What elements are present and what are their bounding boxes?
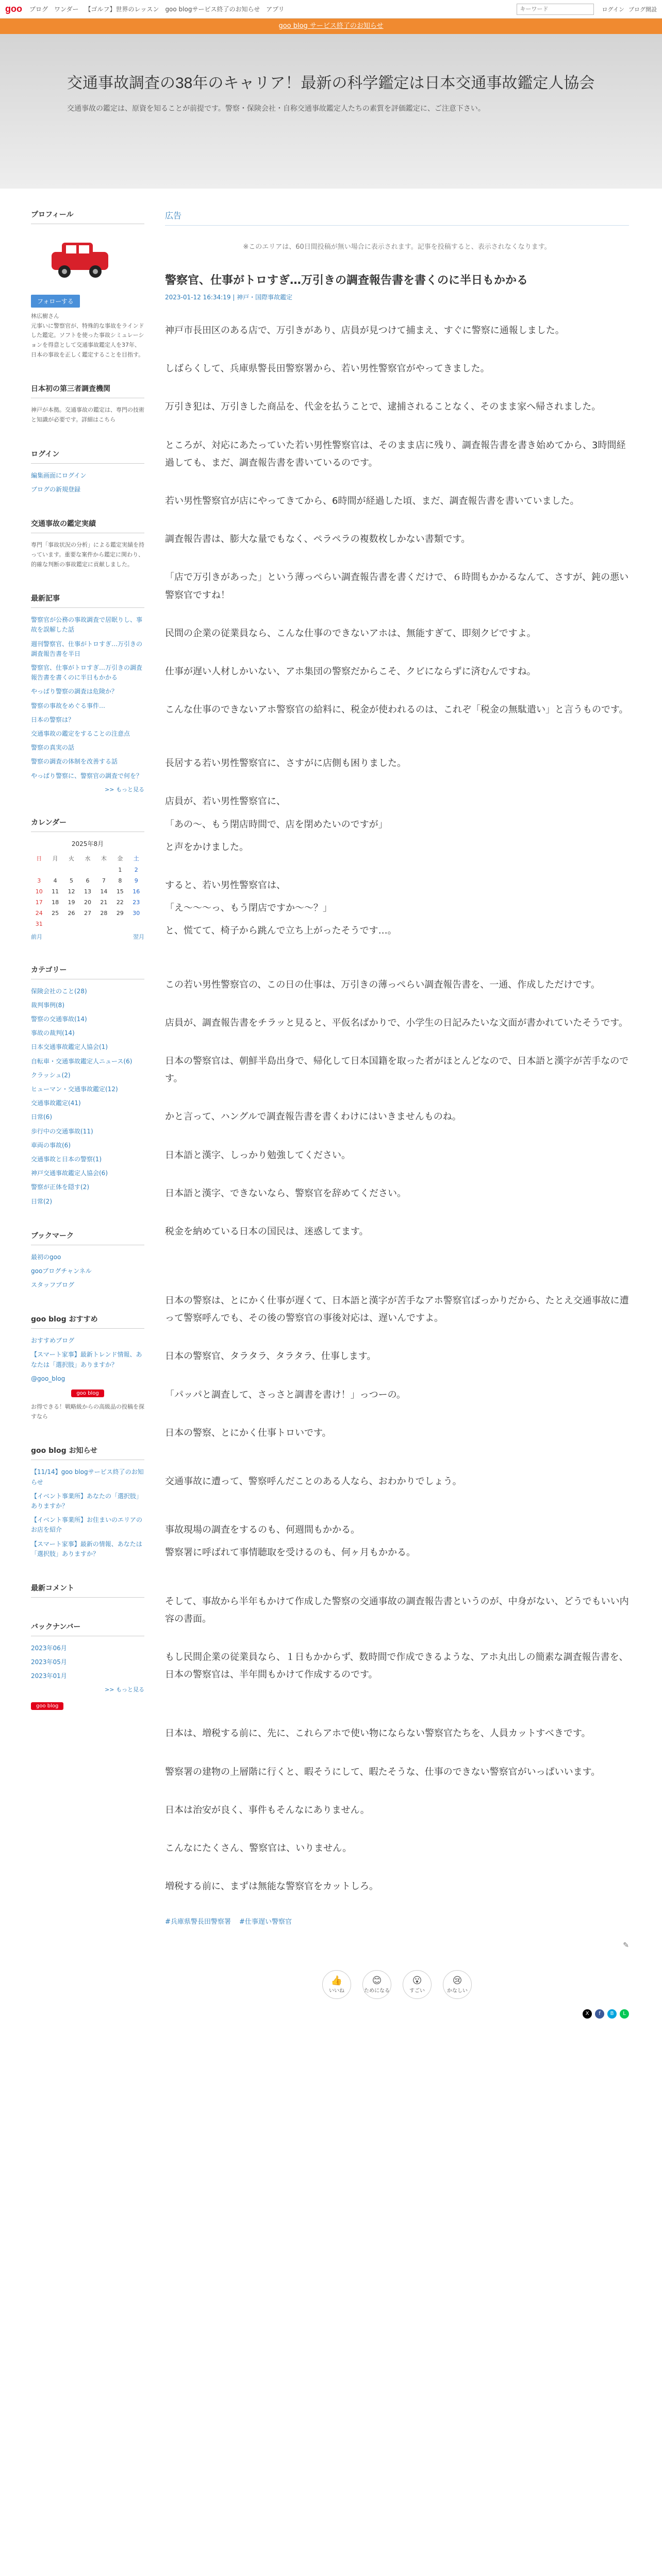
entry-paragraph: 日本語と漢字、できないなら、警察官を辞めてください。 xyxy=(165,1188,406,1199)
entry-paragraph: 仕事が遅い人材しかいない、アホ集団の警察だからこそ、クビにならずに済むんですね。 xyxy=(165,666,536,677)
entry-paragraph: ところが、対応にあたっていた若い男性警察官は、そのまま店に残り、調査報告書を書き始めてから、3時間経過しても、まだ、調査報告書を書いているのです。 xyxy=(165,439,626,468)
list-item xyxy=(31,743,144,753)
nav-link-wonder[interactable]: ワンダー xyxy=(54,6,79,13)
comments-section xyxy=(31,1583,144,1598)
reaction-label: ためになる xyxy=(364,1988,390,1994)
entry-paragraph: 警察署に呼ばれて事情聴取を受けるのも、何ヶ月もかかる。 xyxy=(165,1547,416,1558)
sidebar xyxy=(31,209,144,2019)
list-item xyxy=(31,715,144,725)
entry-paragraph: 日本の警察は、とにかく仕事が遅くて、日本語と漢字が苦手なアホ警察官ばっかりだから、たとえ交通事故に遭って警察呼んでも、その後の警察官の事後対応は、遅いんですよ。 xyxy=(165,1295,629,1324)
entry-paragraph: 「あの〜、もう閉店時間で、店を閉めたいのですが」 xyxy=(165,819,388,830)
bookmark-link[interactable]: 最初のgoo xyxy=(31,1253,61,1261)
list-item xyxy=(31,1252,144,1262)
recent-post-link[interactable]: 週刊警察官、仕事がトロすぎ…万引きの調査報告書を半日 xyxy=(31,640,143,657)
calendar-day: 24 xyxy=(35,909,43,917)
list-item xyxy=(31,1014,144,1024)
new-blog-link[interactable]: ブログの新規登録 xyxy=(31,486,81,493)
category-link[interactable]: クラッシュ(2) xyxy=(31,1071,71,1079)
entry-paragraph: 警察署の建物の上層階に行くと、暇そうにして、暇たそうな、仕事のできない警察官がいっぱいいます。 xyxy=(165,1766,601,1777)
calendar-day xyxy=(96,919,112,929)
calendar-weekday: 水 xyxy=(85,855,91,862)
twitter-link[interactable]: @goo_blog xyxy=(31,1375,65,1382)
calendar-day: 17 xyxy=(35,899,43,906)
cases-section xyxy=(31,518,144,569)
reaction-button[interactable] xyxy=(362,1970,391,1999)
entry-meta[interactable]: 2023-01-12 16:34:19 | 神戸・国際事故鑑定 xyxy=(165,294,293,301)
calendar-weekday: 日 xyxy=(36,855,42,862)
reaction-emoji-icon: 😮 xyxy=(412,1975,422,1987)
tag-link[interactable]: #仕事遅い警察官 xyxy=(239,1918,292,1926)
recommend-link[interactable]: 【スマート家事】最新トレンド情報、あなたは「選択肢」ありますか？ xyxy=(31,1351,142,1368)
category-link[interactable]: ヒューマン・交通事故鑑定(12) xyxy=(31,1086,118,1093)
backnumber-more-link[interactable]: >> もっと見る xyxy=(105,1686,144,1693)
list-item xyxy=(31,1071,144,1080)
entry-paragraph: 店員が、調査報告書をチラッと見ると、平仮名ばかりで、小学生の日記みたいな文面が書かれていたそうです。 xyxy=(165,1017,628,1028)
calendar-day: 8 xyxy=(118,877,122,884)
calendar-weekday: 月 xyxy=(52,855,58,862)
top-navigation xyxy=(0,0,662,19)
calendar-day: 10 xyxy=(35,888,43,895)
calendar-day xyxy=(128,919,144,929)
notice-link[interactable]: 【イベント事業所】お住まいのエリアのお店を紹介 xyxy=(31,1516,143,1534)
list-item xyxy=(31,1112,144,1122)
calendar-day: 21 xyxy=(100,899,108,906)
category-link[interactable]: 警察の交通事故(14) xyxy=(31,1015,87,1023)
calendar-day: 7 xyxy=(102,877,106,884)
category-link[interactable]: 裁判事例(8) xyxy=(31,1001,64,1009)
calendar-next-link[interactable]: 翌月 xyxy=(133,933,144,940)
calendar-day: 1 xyxy=(118,866,122,873)
calendar-day: 11 xyxy=(52,888,59,895)
notice-text[interactable]: goo blog サービス終了のお知らせ xyxy=(278,22,384,30)
association-heading: 日本初の第三者調査機関 xyxy=(31,383,144,398)
goo-blog-footer-badge[interactable]: goo blog xyxy=(31,1702,63,1710)
cases-heading: 交通事故の鑑定実績 xyxy=(31,518,144,533)
calendar-day xyxy=(63,865,79,875)
list-item xyxy=(31,1671,144,1681)
calendar-day xyxy=(47,919,63,929)
list-item xyxy=(31,485,144,495)
list-item xyxy=(31,1467,144,1487)
reaction-button[interactable] xyxy=(322,1970,351,1999)
calendar-prev-link[interactable]: 前月 xyxy=(31,933,42,940)
nav-link-app[interactable]: アプリ xyxy=(266,6,285,13)
entry-paragraph: もし民間企業の従業員なら、１日もかからず、数時間で作成できるような、アホ丸出しの簡素な調査報告書を、日本の警察官は、半年間もかけて作成するのです。 xyxy=(165,1651,628,1681)
list-item xyxy=(31,1141,144,1150)
list-item xyxy=(31,1168,144,1178)
backnumber-heading: バックナンバー xyxy=(31,1621,144,1636)
category-link[interactable]: 日常(2) xyxy=(31,1197,52,1205)
backnumber-link[interactable]: 2023年06月 xyxy=(31,1644,67,1652)
list-item xyxy=(31,1057,144,1066)
recent-heading: 最新記事 xyxy=(31,593,144,608)
list-item xyxy=(31,757,144,767)
category-link[interactable]: 日本交通事故鑑定人協会(1) xyxy=(31,1043,108,1051)
entry-paragraph: 日本の警察官、タラタラ、タラタラ、仕事します。 xyxy=(165,1351,376,1362)
notice-link[interactable]: 【スマート家事】最新の情報、あなたは「選択肢」ありますか？ xyxy=(31,1540,142,1557)
calendar-day: 28 xyxy=(100,909,108,917)
edit-login-link[interactable]: 編集画面にログイン xyxy=(31,471,87,479)
entry-paragraph: 「店で万引きがあった」という薄っぺらい調査報告書を書くだけで、６時間もかかるなんて、さすが、鈍の悪い警察官ですね！ xyxy=(165,572,629,601)
entry-title[interactable]: 警察官、仕事がトロすぎ…万引きの調査報告書を書くのに半日もかかる xyxy=(165,274,528,287)
calendar-day: 22 xyxy=(116,899,124,906)
recent-post-link[interactable]: 警察の真実の話 xyxy=(31,744,75,752)
calendar-day: 6 xyxy=(86,877,90,884)
entry-paragraph: 長居する若い男性警察官に、さすがに店側も困りました。 xyxy=(165,758,406,769)
blog-description: 交通事故の鑑定は、原資を知ることが前提です。警察・保険会社・自称交通事故鑑定人たちの素質を評価鑑定に、ご注意下さい。 xyxy=(67,105,485,113)
calendar-day: 2 xyxy=(134,866,138,873)
entry-paragraph: 交通事故に遭って、警察呼んだことのある人なら、おわかりでしょう。 xyxy=(165,1476,462,1487)
reaction-label: いいね xyxy=(329,1988,344,1994)
category-link[interactable]: 自転車・交通事故鑑定人ニュース(6) xyxy=(31,1057,133,1065)
reaction-button[interactable] xyxy=(403,1970,432,1999)
blog-title[interactable]: 交通事故調査の38年のキャリア！最新の科学鑑定は日本交通事故鑑定人協会 xyxy=(67,75,595,92)
ad-label: 広告 xyxy=(165,209,629,226)
line-share-icon[interactable]: L xyxy=(620,2009,629,2019)
recent-post-link[interactable]: 警察の調査の体制を改善する話 xyxy=(31,758,118,766)
category-link[interactable]: 警察が正体を隠す(2) xyxy=(31,1183,89,1191)
list-item xyxy=(31,687,144,697)
list-item xyxy=(31,1350,144,1369)
category-link[interactable]: 事故の裁判(14) xyxy=(31,1029,75,1037)
list-item xyxy=(31,1492,144,1511)
calendar-day: 23 xyxy=(133,899,140,906)
list-item xyxy=(31,1336,144,1346)
nav-link-service-end[interactable]: goo blogサービス終了のお知らせ xyxy=(165,6,260,13)
calendar-month: 2025年8月 xyxy=(71,840,104,848)
notice-section xyxy=(31,1445,144,1559)
list-item xyxy=(31,615,144,635)
calendar-heading: カレンダー xyxy=(31,817,144,832)
hatena-share-icon[interactable]: B xyxy=(607,2009,617,2019)
reaction-emoji-icon: 😊 xyxy=(372,1975,382,1987)
facebook-share-icon[interactable]: f xyxy=(595,2009,604,2019)
calendar-day: 25 xyxy=(52,909,59,917)
calendar-day xyxy=(47,865,63,875)
entry-paragraph: この若い男性警察官の、この日の仕事は、万引きの薄っぺらい調査報告書を、一通、作成しただけです。 xyxy=(165,979,600,990)
list-item xyxy=(31,1657,144,1667)
search-input[interactable] xyxy=(517,4,594,15)
backnumber-link[interactable]: 2023年01月 xyxy=(31,1672,67,1680)
calendar-section xyxy=(31,817,144,941)
reaction-label: すごい xyxy=(409,1988,425,1994)
recommend-link[interactable]: おすすめブログ xyxy=(31,1337,75,1345)
calendar-day xyxy=(79,919,95,929)
list-item xyxy=(31,701,144,711)
entry-paragraph: 日本の警察官は、朝鮮半島出身で、帰化して日本国籍を取った者がほとんどなので、日本語と漢字が苦手なのです。 xyxy=(165,1055,629,1084)
category-link[interactable]: 車両の事故(6) xyxy=(31,1141,71,1149)
calendar-day xyxy=(31,865,47,875)
calendar-day: 4 xyxy=(53,877,57,884)
category-link[interactable]: 交通事故と日本の警察(1) xyxy=(31,1155,102,1163)
entry-paragraph: 万引き犯は、万引きした商品を、代金を払うことで、逮捕されることなく、そのまま家へ帰されました。 xyxy=(165,401,601,413)
list-item xyxy=(31,1643,144,1653)
recent-section xyxy=(31,593,144,793)
calendar-day: 9 xyxy=(134,877,138,884)
list-item xyxy=(31,1127,144,1137)
list-item xyxy=(31,1028,144,1038)
edit-pen-icon[interactable]: ✎ xyxy=(623,1941,629,1950)
recent-post-link[interactable]: 日本の警察は？ xyxy=(31,716,75,723)
calendar-weekday: 土 xyxy=(133,855,139,862)
list-item xyxy=(31,729,144,739)
calendar-day: 19 xyxy=(68,899,75,906)
entry-paragraph: 税金を納めている日本の国民は、迷惑してます。 xyxy=(165,1226,369,1237)
list-item xyxy=(31,663,144,683)
list-item xyxy=(31,1001,144,1010)
calendar-day: 26 xyxy=(68,909,75,917)
entry-tags xyxy=(165,1916,629,1926)
entry-paragraph: そして、事故から半年もかけて作成した警察の交通事故の調査報告書というのが、中身がない、どうでもいい内容の書面。 xyxy=(165,1596,629,1624)
calendar-weekday: 木 xyxy=(101,855,107,862)
entry-paragraph: こんな仕事のできないアホ警察官の給料に、税金が使われるのは、これぞ「税金の無駄遣い」と言うものです。 xyxy=(165,704,628,716)
backnumber-link[interactable]: 2023年05月 xyxy=(31,1658,67,1666)
entry-paragraph: かと言って、ハングルで調査報告書を書くわけにはいきませんものね。 xyxy=(165,1111,461,1123)
recent-post-link[interactable]: 警察官が公務の事故調査で居眠りし、事故を誤解した話 xyxy=(31,616,143,634)
calendar-day: 27 xyxy=(84,909,91,917)
goo-blog-badge[interactable]: goo blog xyxy=(71,1389,104,1397)
profile-name: 林広樹さん xyxy=(31,313,59,319)
entry-paragraph: 増税する前に、まずは無能な警察官をカットしろ。 xyxy=(165,1881,378,1892)
entry-paragraph: 「パッパと調査して、さっさと調書を書け！」っつーの。 xyxy=(165,1389,406,1400)
calendar-day: 14 xyxy=(100,888,108,895)
reaction-buttons xyxy=(165,1970,629,1999)
list-item xyxy=(31,471,144,481)
entry-paragraph: 「え〜〜〜っ、もう閉店ですか〜〜？」 xyxy=(165,903,332,914)
list-item xyxy=(31,639,144,659)
recent-post-link[interactable]: やっぱり警察に、警察官の調査で何を？ xyxy=(31,772,143,779)
calendar-day: 29 xyxy=(116,909,124,917)
category-link[interactable]: 日常(6) xyxy=(31,1113,52,1121)
profile-heading: プロフィール xyxy=(31,209,144,224)
list-item xyxy=(31,1515,144,1535)
category-heading: カテゴリー xyxy=(31,964,144,979)
entry-paragraph: すると、若い男性警察官は、 xyxy=(165,880,286,891)
calendar-day: 12 xyxy=(68,888,75,895)
red-car-icon xyxy=(46,236,113,283)
reaction-emoji-icon: 👍 xyxy=(330,1975,343,1987)
page-container xyxy=(0,189,662,2019)
category-link[interactable]: 神戸交通事故鑑定人協会(6) xyxy=(31,1170,108,1177)
profile-text: 元事いに警察官が、特殊的な事故をラインドした鑑定。ソフトを使った事故シミュレーションを得意として交通事故鑑定人を37年、日本の事故を正しく鑑定することを目指す。 xyxy=(31,322,144,358)
calendar-day: 5 xyxy=(70,877,74,884)
category-link[interactable]: 保険会社のこと(28) xyxy=(31,987,87,995)
main-content xyxy=(165,209,629,2019)
entry-paragraph: 日本の警察、とにかく仕事トロいです。 xyxy=(165,1427,332,1438)
list-item xyxy=(31,1042,144,1052)
reaction-button[interactable] xyxy=(443,1970,472,1999)
nav-link-blog[interactable]: ブログ xyxy=(29,6,48,13)
x-share-icon[interactable]: X xyxy=(583,2009,592,2019)
reaction-emoji-icon: 😢 xyxy=(452,1975,462,1987)
recommend-heading: goo blog おすすめ xyxy=(31,1314,144,1329)
recommend-text[interactable]: お得できる！戦略級からの高級品の投稿を探すなら xyxy=(31,1403,144,1420)
bookmark-heading: ブックマーク xyxy=(31,1230,144,1245)
calendar-day: 15 xyxy=(116,888,124,895)
entry-paragraph: 神戸市長田区のある店で、万引きがあり、店員が見つけて捕まえ、すぐに警察に通報しました。 xyxy=(165,325,565,336)
calendar-day xyxy=(112,919,128,929)
calendar-day xyxy=(79,865,95,875)
association-section xyxy=(31,383,144,425)
tag-link[interactable]: #兵庫県警長田警察署 xyxy=(165,1918,231,1926)
list-item xyxy=(31,1280,144,1290)
notice-link[interactable]: 【イベント事業所】あなたの「選択肢」ありますか？ xyxy=(31,1492,143,1510)
blog-header xyxy=(0,34,662,189)
category-section xyxy=(31,964,144,1207)
recent-post-link[interactable]: 交通事故の鑑定をすることの注意点 xyxy=(31,730,130,737)
recent-post-link[interactable]: 警察官、仕事がトロすぎ…万引きの調査報告書を書くのに半日もかかる xyxy=(31,664,143,682)
entry-paragraph: 調査報告書は、膨大な量でもなく、ペラペラの複数枚しかない書類です。 xyxy=(165,534,471,545)
calendar-day: 16 xyxy=(133,888,140,895)
entry-paragraph: こんなにたくさん、警察官は、いりません。 xyxy=(165,1842,352,1854)
calendar-weekday: 金 xyxy=(117,855,123,862)
calendar-day: 31 xyxy=(35,920,43,927)
entry-paragraph: と声をかけました。 xyxy=(165,841,249,853)
category-link[interactable]: 歩行中の交通事故(11) xyxy=(31,1127,93,1135)
entry-paragraph: 日本は治安が良く、事件もそんなにありません。 xyxy=(165,1804,370,1816)
recent-more-link[interactable]: >> もっと見る xyxy=(105,786,144,793)
entry-paragraph: 店員が、若い男性警察官に、 xyxy=(165,796,286,807)
list-item xyxy=(31,1098,144,1108)
list-item xyxy=(31,1539,144,1559)
entry-paragraph: と、慌てて、椅子から跳んで立ち上がったそうです…。 xyxy=(165,925,397,937)
calendar-weekday: 火 xyxy=(69,855,75,862)
calendar-day: 30 xyxy=(133,909,140,917)
notice-heading: goo blog お知らせ xyxy=(31,1445,144,1460)
calendar-table xyxy=(31,852,144,929)
entry-paragraph: 若い男性警察官が店にやってきてから、6時間が経過した頃、まだ、調査報告書を書いていました。 xyxy=(165,495,580,506)
follow-button[interactable]: フォローする xyxy=(31,295,80,308)
recommend-section xyxy=(31,1314,144,1421)
share-buttons xyxy=(165,2009,629,2019)
login-section xyxy=(31,449,144,495)
goo-logo[interactable]: goo xyxy=(5,4,22,14)
calendar-day xyxy=(63,919,79,929)
entry-paragraph: 日本は、増税する前に、先に、これらアホで使い物にならない警察官たちを、人員カットすべきです。 xyxy=(165,1728,591,1739)
backnumber-section xyxy=(31,1621,144,1710)
list-item xyxy=(31,1197,144,1207)
list-item xyxy=(31,987,144,996)
nav-link-golf[interactable]: 【ゴルフ】世界のレッスン xyxy=(85,6,159,13)
calendar-day: 18 xyxy=(52,899,59,906)
entry-paragraph: 日本語と漢字、しっかり勉強してください。 xyxy=(165,1149,351,1161)
login-link[interactable]: ログイン xyxy=(602,6,624,13)
create-blog-link[interactable]: ブログ開設 xyxy=(628,6,657,13)
calendar-day: 20 xyxy=(84,899,91,906)
bookmark-link[interactable]: スタッフブログ xyxy=(31,1281,75,1289)
notice-link[interactable]: 【11/14】goo blogサービス終了のお知らせ xyxy=(31,1468,144,1486)
recent-post-link[interactable]: 警察の事故をめぐる事件… xyxy=(31,702,106,709)
ad-notice: ※このエリアは、60日間投稿が無い場合に表示されます。記事を投稿すると、表示されなくなります。 xyxy=(243,243,551,251)
service-end-notice-bar[interactable] xyxy=(0,19,662,34)
list-item xyxy=(31,771,144,781)
list-item xyxy=(31,1374,144,1384)
association-text: 神戸が本拠。交通事故の鑑定は、専門の技術と知識が必要です。詳細はこちら xyxy=(31,406,144,423)
entry-body xyxy=(165,322,629,1895)
bookmark-section xyxy=(31,1230,144,1291)
entry-paragraph: 事故現場の調査をするのも、何週間もかかる。 xyxy=(165,1524,360,1536)
comments-heading: 最新コメント xyxy=(31,1583,144,1598)
calendar-day: 3 xyxy=(37,877,41,884)
entry-paragraph: しばらくして、兵庫県警長田警察署から、若い男性警察官がやってきました。 xyxy=(165,363,490,375)
list-item xyxy=(31,1084,144,1094)
recent-post-link[interactable]: やっぱり警察の調査は危険か？ xyxy=(31,688,118,696)
list-item xyxy=(31,1266,144,1276)
category-link[interactable]: 交通事故鑑定(41) xyxy=(31,1099,81,1107)
login-heading: ログイン xyxy=(31,449,144,464)
reaction-label: かなしい xyxy=(447,1988,468,1994)
list-item xyxy=(31,1182,144,1192)
calendar-day xyxy=(96,865,112,875)
bookmark-link[interactable]: gooブログチャンネル xyxy=(31,1267,92,1275)
profile-section xyxy=(31,209,144,360)
cases-text: 専門「事故状況の分析」による鑑定実績を持っています。重要な案件から鑑定に関わり、的確な判断の事故鑑定に貢献しました。 xyxy=(31,541,144,568)
calendar-day: 13 xyxy=(84,888,91,895)
entry-paragraph: 民間の企業の従業員なら、こんな仕事のできないアホは、無能すぎて、即刻クビですよ。 xyxy=(165,628,536,639)
list-item xyxy=(31,1155,144,1164)
